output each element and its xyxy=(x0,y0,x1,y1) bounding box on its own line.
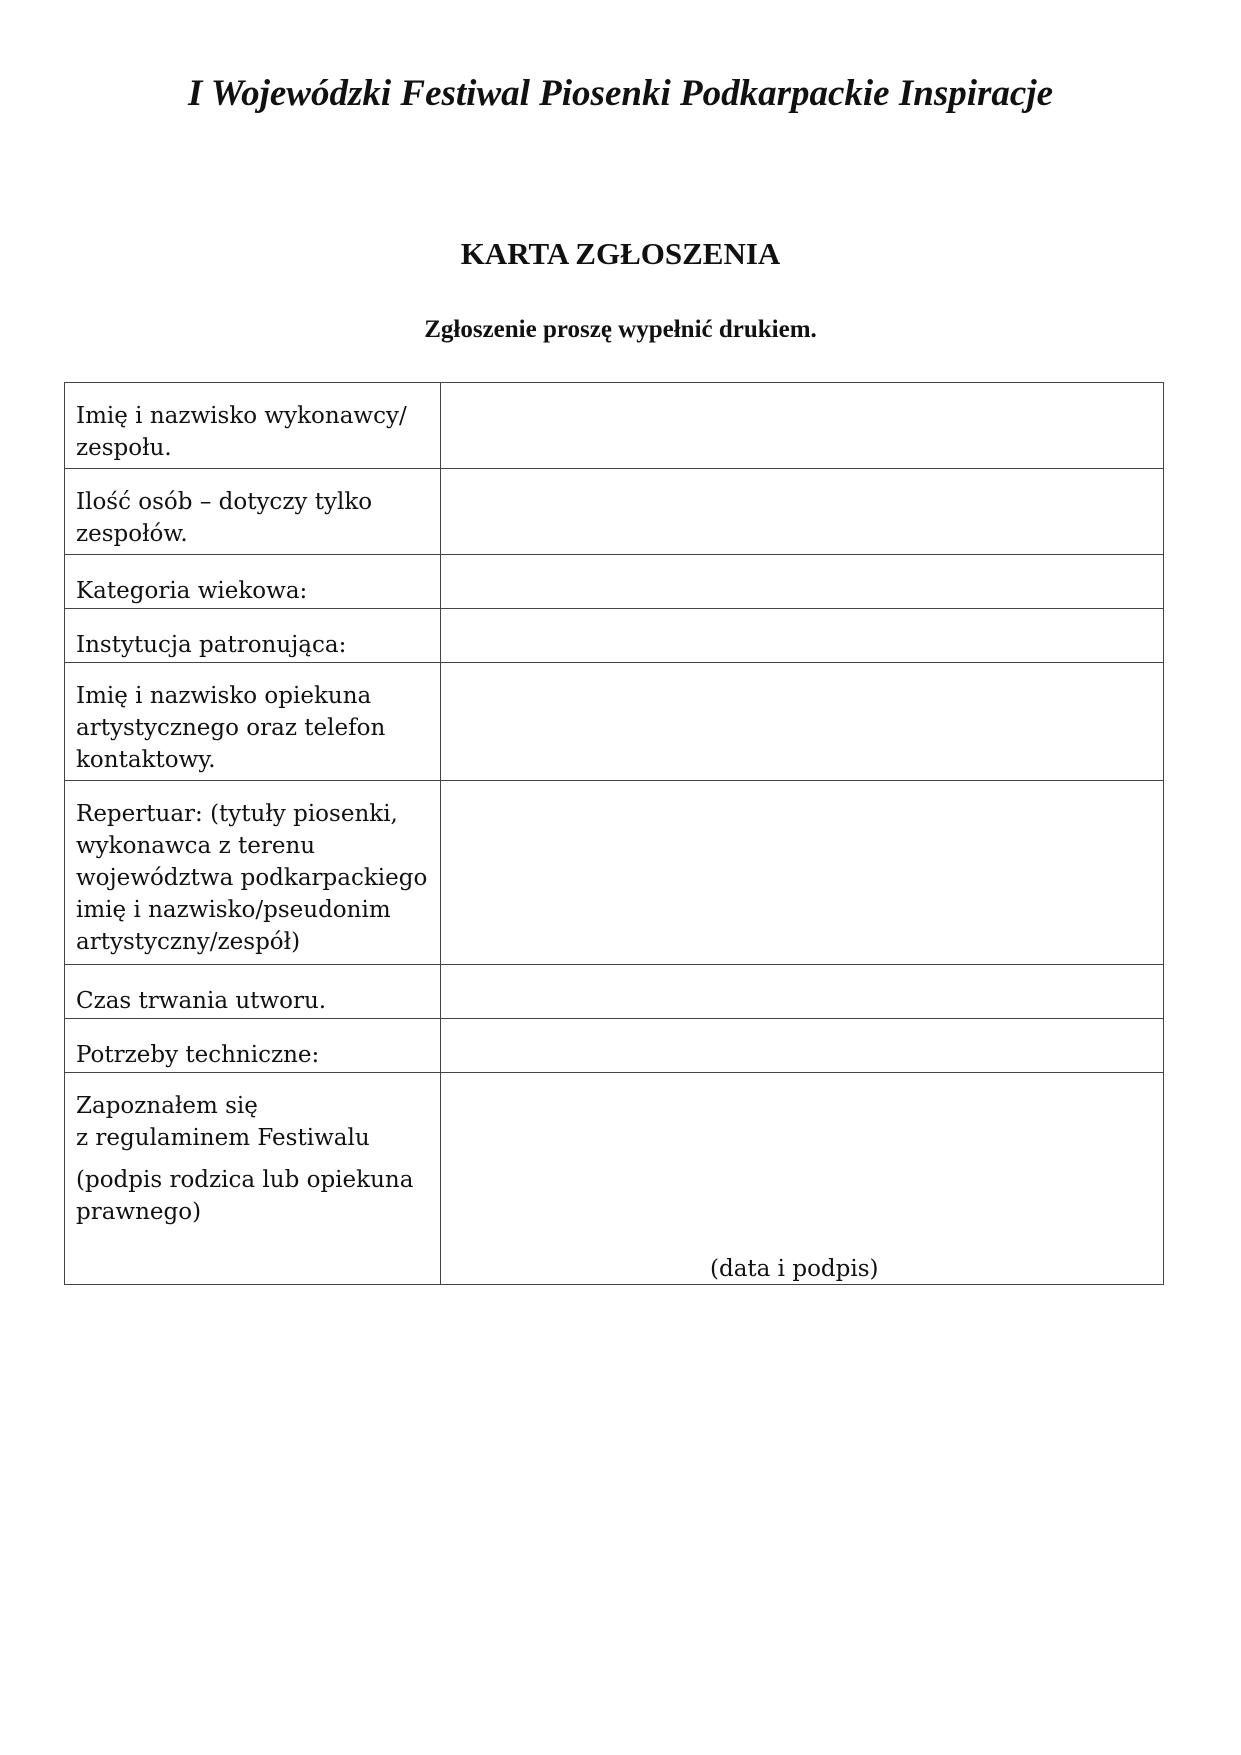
label-line: Potrzeby techniczne: xyxy=(76,1042,320,1068)
form-row-performer-name xyxy=(65,383,1164,469)
label-duration xyxy=(65,965,441,1019)
form-row-technical-needs xyxy=(65,1019,1164,1073)
form-row-age-category xyxy=(65,555,1164,609)
label-line: artystycznego oraz telefon xyxy=(76,715,386,741)
label-age-category xyxy=(65,555,441,609)
festival-title: I Wojewódzki Festiwal Piosenki Podkarpackie Inspiracje xyxy=(187,73,1054,114)
consent-line: Zapoznałem się xyxy=(76,1093,258,1119)
field-patron-institution[interactable] xyxy=(441,609,1164,663)
field-duration[interactable] xyxy=(441,965,1164,1019)
label-line: Kategoria wiekowa: xyxy=(76,578,308,604)
label-line: imię i nazwisko/pseudonim xyxy=(76,897,391,923)
label-consent xyxy=(65,1073,441,1285)
consent-note-line: (podpis rodzica lub opiekuna xyxy=(76,1167,414,1193)
form-title: KARTA ZGŁOSZENIA xyxy=(460,236,781,271)
form-row-patron-institution xyxy=(65,609,1164,663)
form-row-member-count xyxy=(65,469,1164,555)
label-member-count xyxy=(65,469,441,555)
label-line: Imię i nazwisko opiekuna xyxy=(76,683,372,709)
field-art-supervisor[interactable] xyxy=(441,663,1164,781)
label-line: Imię i nazwisko wykonawcy/ xyxy=(76,403,407,429)
consent-line: z regulaminem Festiwalu xyxy=(76,1125,370,1151)
label-art-supervisor xyxy=(65,663,441,781)
field-repertoire[interactable] xyxy=(441,781,1164,965)
label-line: województwa podkarpackiego xyxy=(76,865,428,891)
label-line: zespołów. xyxy=(76,521,188,547)
form-row-consent xyxy=(65,1073,1164,1285)
field-performer-name[interactable] xyxy=(441,383,1164,469)
field-member-count[interactable] xyxy=(441,469,1164,555)
form-row-art-supervisor xyxy=(65,663,1164,781)
label-line: kontaktowy. xyxy=(76,747,216,773)
consent-note-line: prawnego) xyxy=(76,1199,202,1225)
signature-caption: (data i podpis) xyxy=(710,1256,879,1282)
application-form-table xyxy=(64,382,1164,1285)
label-line: wykonawca z terenu xyxy=(76,833,316,859)
label-line: Repertuar: (tytuły piosenki, xyxy=(76,801,398,827)
field-technical-needs[interactable] xyxy=(441,1019,1164,1073)
label-line: Ilość osób – dotyczy tylko xyxy=(76,489,373,515)
label-line: artystyczny/zespół) xyxy=(76,929,301,955)
label-line: Czas trwania utworu. xyxy=(76,988,327,1014)
form-row-duration xyxy=(65,965,1164,1019)
field-signature[interactable] xyxy=(441,1073,1164,1285)
label-technical-needs xyxy=(65,1019,441,1073)
field-age-category[interactable] xyxy=(441,555,1164,609)
fill-instruction: Zgłoszenie proszę wypełnić drukiem. xyxy=(424,316,817,343)
form-row-repertoire xyxy=(65,781,1164,965)
label-repertoire xyxy=(65,781,441,965)
label-line: Instytucja patronująca: xyxy=(76,632,347,658)
label-patron-institution xyxy=(65,609,441,663)
label-performer-name xyxy=(65,383,441,469)
label-line: zespołu. xyxy=(76,435,172,461)
